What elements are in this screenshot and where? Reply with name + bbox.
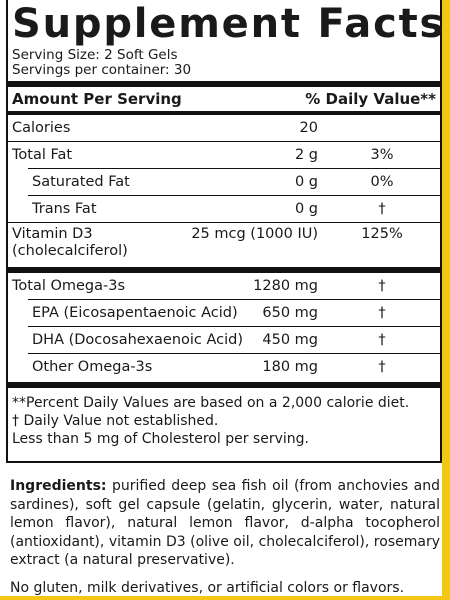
- nutrient-amount: 450 mg: [262, 332, 318, 348]
- nutrient-daily-value: 3%: [370, 147, 394, 163]
- nutrient-row-trans-fat: [8, 196, 440, 222]
- nutrient-amount: 1280 mg: [253, 278, 318, 294]
- nutrient-name: EPA (Eicosapentaenoic Acid): [32, 305, 238, 321]
- nutrient-name: Trans Fat: [32, 201, 97, 217]
- ingredients-text: purified deep sea fish oil (from anchovies and sardines), soft gel capsule (gelatin, glycerin, water, natural lemon flavor), natural lemon flavor, d-alpha tocopherol (antioxidant), vitamin D3 (olive oil, cholecalciferol), rosemary extract (a natural preservative).: [10, 478, 440, 568]
- yellow-bottom-stripe: [0, 596, 450, 600]
- nutrient-daily-value: †: [378, 359, 386, 375]
- nutrient-row-saturated-fat: [8, 169, 440, 195]
- nutrient-name: Other Omega-3s: [32, 359, 153, 375]
- nutrient-name: Total Fat: [12, 147, 73, 163]
- nutrient-row-total-fat: [8, 142, 440, 168]
- nutrient-row-dha: [8, 327, 440, 353]
- nutrient-row-vitamin-d3: [8, 223, 440, 265]
- nutrient-amount: 25 mcg (1000 IU): [191, 226, 318, 242]
- nutrient-amount: 650 mg: [262, 305, 318, 321]
- nutrient-row-total-omega-3s: [8, 273, 440, 299]
- servings-per-container: Servings per container: 30: [12, 62, 192, 78]
- nutrient-name: Calories: [12, 120, 71, 136]
- nutrient-name-line1: Vitamin D3: [12, 226, 93, 242]
- nutrient-row-other-omega-3s: [8, 354, 440, 380]
- nutrient-amount: 0 g: [294, 174, 318, 190]
- nutrient-daily-value: †: [378, 332, 386, 348]
- supplement-facts-panel: [6, 0, 446, 463]
- nutrient-row-calories: [8, 115, 440, 141]
- amount-per-serving-heading: Amount Per Serving: [12, 90, 182, 108]
- footnotes: [8, 388, 440, 448]
- daily-value-heading: % Daily Value**: [305, 90, 436, 108]
- nutrient-amount: 2 g: [294, 147, 318, 163]
- allergen-statement: No gluten, milk derivatives, or artificial colors or flavors.: [10, 580, 405, 596]
- nutrient-daily-value: †: [378, 201, 386, 217]
- nutrient-name: Saturated Fat: [32, 174, 130, 190]
- ingredients-label: Ingredients:: [10, 478, 107, 494]
- footnote-daily-values: **Percent Daily Values are based on a 2,000 calorie diet.: [12, 395, 410, 411]
- nutrient-name: DHA (Docosahexaenoic Acid): [32, 332, 244, 348]
- nutrient-daily-value: 125%: [361, 226, 403, 242]
- nutrient-daily-value: †: [378, 305, 386, 321]
- nutrient-name-line2: (cholecalciferol): [12, 243, 128, 259]
- footnote-cholesterol: Less than 5 mg of Cholesterol per serving.: [12, 431, 309, 447]
- nutrient-amount: 180 mg: [262, 359, 318, 375]
- nutrient-daily-value: †: [378, 278, 386, 294]
- nutrient-amount: 20: [299, 120, 318, 136]
- nutrient-amount: 0 g: [294, 201, 318, 217]
- table-header: [8, 87, 440, 111]
- footnote-dagger: † Daily Value not established.: [12, 413, 219, 429]
- yellow-edge-stripe: [442, 0, 450, 600]
- nutrient-name: Total Omega-3s: [12, 278, 126, 294]
- nutrient-daily-value: 0%: [370, 174, 394, 190]
- panel-title: Supplement Facts: [12, 1, 446, 47]
- serving-size: Serving Size: 2 Soft Gels: [12, 47, 178, 63]
- ingredients-statement: [10, 477, 440, 570]
- nutrient-row-epa: [8, 300, 440, 326]
- nutrient-name: [12, 226, 128, 260]
